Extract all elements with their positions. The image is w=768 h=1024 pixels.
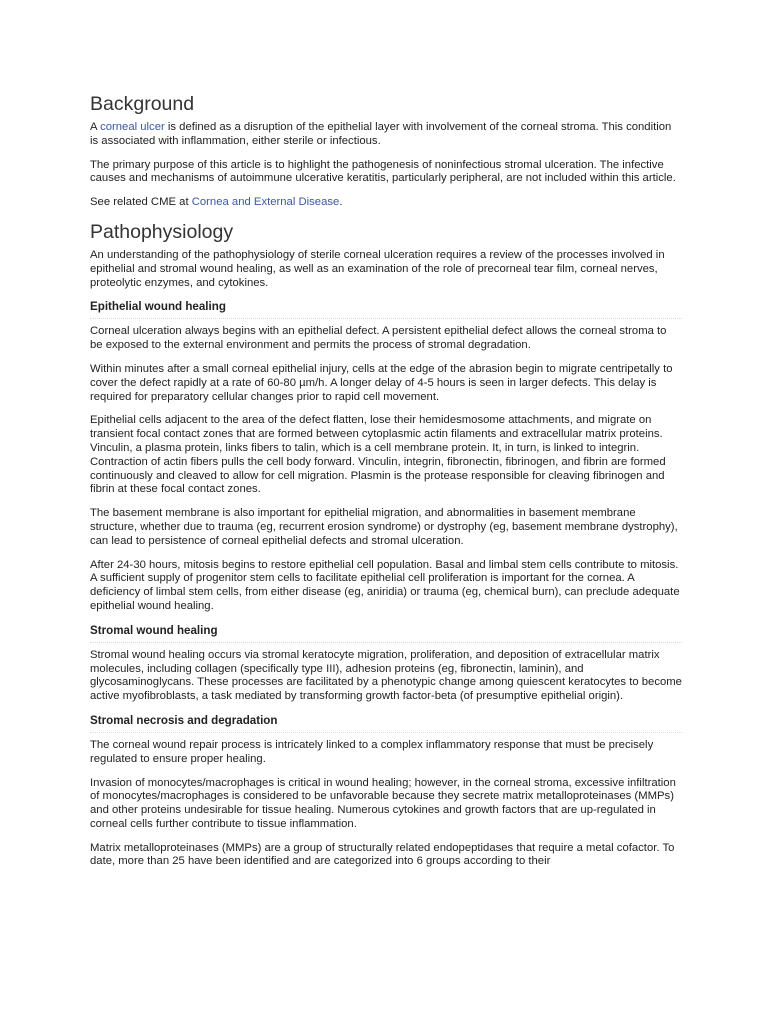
background-paragraph-2: The primary purpose of this article is to highlight the pathogenesis of noninfectious stromal ulceration. The infective causes and mechanisms of autoimmune ulcerative keratitis, particularly peripheral, are not included within this article. xyxy=(90,158,676,185)
corneal-ulcer-link[interactable]: corneal ulcer xyxy=(100,121,165,133)
epithelial-paragraph-5: After 24-30 hours, mitosis begins to restore epithelial cell population. Basal and limbal stem cells contribute to mitosis. A sufficient supply of progenitor stem cells to facilitate epithelial cell proliferation is important for the cornea. A deficiency of limbal stem cells, from either disease (eg, aniridia) or trauma (eg, chemical burn), can preclude adequate epithelial wound healing. xyxy=(90,558,680,612)
article xyxy=(90,92,682,879)
stromal-paragraph-1: Stromal wound healing occurs via stromal keratocyte migration, proliferation, and deposition of extracellular matrix molecules, including collagen (specifically type III), adhesion proteins (eg, fibronectin, laminin), and glycosaminoglycans. These processes are facilitated by a phenotypic change among quiescent keratocytes to become active myofibroblasts, a task mediated by transforming growth factor-beta (of presumptive epithelial origin). xyxy=(90,648,682,703)
pathophysiology-heading: Pathophysiology xyxy=(90,220,234,243)
background-paragraph-1 xyxy=(90,121,682,149)
epithelial-paragraph-4: The basement membrane is also important for epithelial migration, and abnormalities in basement membrane structure, whether due to trauma (eg, recurrent erosion syndrome) or dystrophy (eg, basement membrane dystrophy), can lead to persistence of corneal epithelial defects and stromal ulceration. xyxy=(90,507,678,547)
related-cme-paragraph xyxy=(90,196,682,210)
necrosis-paragraph-1: The corneal wound repair process is intricately linked to a complex inflammatory response that must be precisely regulated to ensure proper healing. xyxy=(90,738,654,765)
text-segment: is defined as a disruption of the epithelial layer with involvement of the corneal stroma. This condition is associated with inflammation, either sterile or infectious. xyxy=(90,121,672,147)
text-segment: See related CME at xyxy=(90,196,192,209)
necrosis-paragraph-2: Invasion of monocytes/macrophages is critical in wound healing; however, in the corneal stroma, excessive infiltration of monocytes/macrophages is considered to be unfavorable because they secrete matrix metalloproteinases (MMPs) and other proteins undesirable for tissue healing. Numerous cytokines and growth factors that are up-regulated in corneal cells further contribute to tissue inflammation. xyxy=(90,776,676,830)
text-segment: A xyxy=(90,121,101,133)
epithelial-wound-healing-heading: Epithelial wound healing xyxy=(90,300,682,319)
stromal-necrosis-heading: Stromal necrosis and degradation xyxy=(90,714,682,733)
epithelial-paragraph-3: Epithelial cells adjacent to the area of the defect flatten, lose their hemidesmosome attachments, and migrate on transient focal contact zones that are formed between cytoplasmic actin filaments and extracellular matrix proteins. Vinculin, a plasma protein, links fibers to talin, which is a cell membrane protein. It, in turn, is linked to integrin. Contraction of actin fibers pulls the cell body forward. Vinculin, integrin, fibronectin, fibrinogen, and fibrin are formed continuously and cleaved to allow for cell migration. Plasmin is the protease responsible for cleaving fibrinogen and fibrin at these focal contact zones. xyxy=(90,414,666,496)
epithelial-paragraph-2: Within minutes after a small corneal epithelial injury, cells at the edge of the abrasion begin to migrate centripetally to cover the defect rapidly at a rate of 60-80 µm/h. A longer delay of 4-5 hours is seen in larger defects. This delay is required for preparatory cellular changes prior to rapid cell movement. xyxy=(90,362,673,403)
epithelial-paragraph-1: Corneal ulceration always begins with an epithelial defect. A persistent epithelial defect allows the corneal stroma to be exposed to the external environment and permits the process of stromal degradation. xyxy=(90,325,667,352)
text-segment: . xyxy=(339,196,343,209)
pathophysiology-intro: An understanding of the pathophysiology of sterile corneal ulceration requires a review of the processes involved in epithelial and stromal wound healing, as well as an examination of the role of precorneal tear film, corneal nerves, proteolytic enzymes, and cytokines. xyxy=(90,248,665,289)
stromal-wound-healing-heading: Stromal wound healing xyxy=(90,624,682,643)
cornea-external-disease-link[interactable]: Cornea and External Disease xyxy=(191,196,340,209)
background-heading: Background xyxy=(90,93,195,115)
necrosis-paragraph-3: Matrix metalloproteinases (MMPs) are a group of structurally related endopeptidases that require a metal cofactor. To date, more than 25 have been identified and are categorized into 6 groups according to their xyxy=(90,841,675,868)
